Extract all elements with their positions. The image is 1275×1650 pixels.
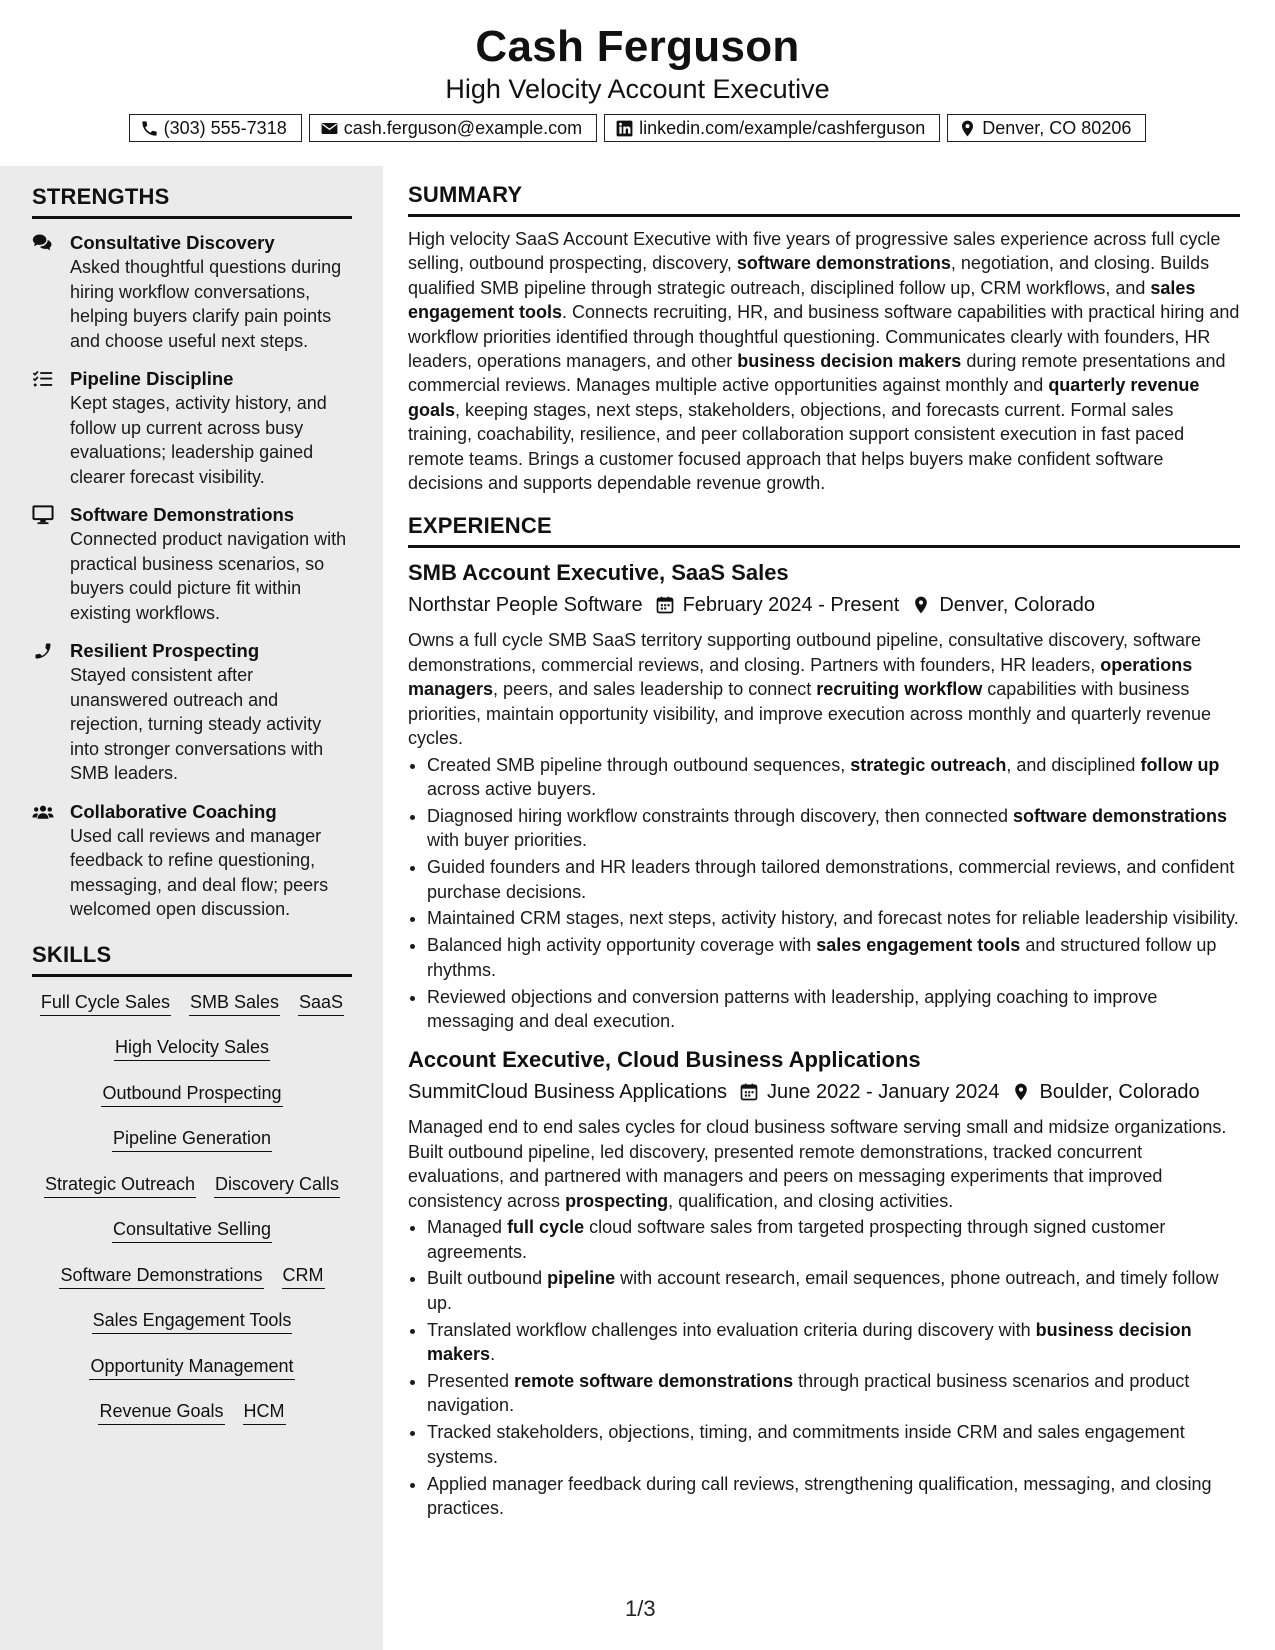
skill-tag: HCM: [243, 1398, 286, 1425]
text-run: across active buyers.: [427, 778, 597, 799]
keyword-bold: operations managers: [408, 654, 1193, 700]
linkedin-text: linkedin.com/example/cashferguson: [639, 117, 926, 138]
text-run: Guided founders and HR leaders through tailored demonstrations, commercial reviews, and confident purchase decisions.: [427, 857, 1235, 902]
keyword-bold: prospecting: [565, 1190, 669, 1211]
contact-location[interactable]: [947, 114, 1146, 142]
summary-text: [408, 227, 1240, 495]
keyword-bold: strategic outreach: [850, 754, 1007, 775]
strength-desc: Used call reviews and manager feedback to refine questioning, messaging, and deal flow; peers welcomed open discussion.: [70, 825, 329, 919]
text-run: , and disciplined: [1006, 754, 1141, 775]
keyword-bold: sales engagement tools: [408, 277, 1196, 323]
text-run: Maintained CRM stages, next steps, activity history, and forecast notes for reliable leadership visibility.: [427, 908, 1239, 929]
job-summary: [408, 1115, 1240, 1213]
strength-desc: Kept stages, activity history, and follow up current across busy evaluations; leadership gained clearer forecast visibility.: [70, 393, 327, 487]
keyword-bold: business decision makers: [427, 1319, 1192, 1365]
strength-item: [32, 367, 352, 489]
contact-phone[interactable]: [129, 114, 302, 142]
calendar-icon: [655, 595, 675, 615]
job-summary: [408, 628, 1240, 750]
text-run: , peers, and sales leadership to connect: [493, 679, 817, 700]
skill-row: [32, 1125, 352, 1171]
strength-title: Resilient Prospecting: [70, 640, 260, 661]
text-run: Applied manager feedback during call reviews, strengthening qualification, messaging, and closing practices.: [427, 1473, 1212, 1519]
location-text: Denver, CO 80206: [982, 117, 1132, 138]
skill-row: [32, 1171, 352, 1217]
keyword-bold: software demonstrations: [736, 253, 951, 274]
skill-tag: SMB Sales: [189, 989, 280, 1016]
job-dates: February 2024 - Present: [682, 593, 900, 616]
bullet-item: [427, 1369, 1240, 1418]
bullet-item: [427, 804, 1240, 853]
phone-text: (303) 555-7318: [163, 117, 287, 138]
text-run: during remote presentations and commercial reviews. Manages multiple active opportunities against monthly and: [408, 351, 1226, 396]
job-title: Account Executive, Cloud Business Applications: [408, 1047, 921, 1073]
text-run: Managed: [427, 1217, 508, 1238]
text-run: Translated workflow challenges into evaluation criteria during discovery with: [427, 1319, 1036, 1340]
skill-tag: Opportunity Management: [89, 1353, 294, 1380]
text-run: Tracked stakeholders, objections, timing, and commitments inside CRM and sales engagement systems.: [427, 1422, 1185, 1467]
skill-tag: Outbound Prospecting: [101, 1080, 282, 1107]
strength-title: Software Demonstrations: [70, 504, 295, 525]
skill-tag: Pipeline Generation: [112, 1125, 272, 1152]
map-pin-icon: [911, 595, 931, 615]
skill-tag: SaaS: [298, 989, 344, 1016]
candidate-headline: High Velocity Account Executive: [445, 74, 830, 104]
strength-title: Consultative Discovery: [70, 232, 275, 253]
job-bullets: [408, 753, 1240, 1034]
text-run: Balanced high activity opportunity coverage with: [427, 935, 817, 956]
text-run: Presented: [427, 1371, 515, 1392]
email-text: cash.ferguson@example.com: [343, 117, 583, 138]
text-run: Reviewed objections and conversion patterns with leadership, applying coaching to improve messaging and deal execution.: [427, 986, 1158, 1032]
text-run: through practical business scenarios and product navigation.: [427, 1371, 1190, 1416]
job-company: SummitCloud Business Applications: [408, 1080, 728, 1103]
bullet-item: [427, 1420, 1240, 1469]
text-run: Diagnosed hiring workflow constraints through discovery, then connected: [427, 805, 1013, 826]
strength-item: [32, 503, 352, 625]
bullet-item: [427, 1215, 1240, 1264]
envelope-icon: [320, 119, 339, 138]
bullet-item: [427, 1318, 1240, 1367]
job-meta: [408, 1077, 1240, 1107]
skill-tag: High Velocity Sales: [114, 1034, 270, 1061]
strength-item: [32, 231, 352, 353]
keyword-bold: remote software demonstrations: [514, 1371, 794, 1392]
text-run: , qualification, and closing activities.: [668, 1190, 954, 1211]
skill-row: [32, 1398, 352, 1444]
text-run: Created SMB pipeline through outbound sequences,: [427, 754, 851, 775]
job-company: Northstar People Software: [408, 593, 643, 616]
keyword-bold: quarterly revenue goals: [408, 375, 1200, 420]
skill-tag: Strategic Outreach: [44, 1171, 196, 1198]
skill-row: [32, 1307, 352, 1353]
job-location: Boulder, Colorado: [1039, 1080, 1200, 1103]
linkedin-icon: [615, 119, 634, 138]
text-run: and structured follow up rhythms.: [427, 935, 1217, 980]
job-dates: June 2022 - January 2024: [767, 1080, 1000, 1103]
skill-tag: Sales Engagement Tools: [92, 1307, 293, 1334]
skill-tag: Software Demonstrations: [59, 1262, 263, 1289]
keyword-bold: follow up: [1140, 754, 1220, 775]
strength-item: [32, 639, 352, 786]
skill-tag: CRM: [282, 1262, 325, 1289]
text-run: Owns a full cycle SMB SaaS territory supporting outbound pipeline, consultative discovery, software demonstrations, commercial reviews, and closing. Partners with founders, HR leaders,: [408, 630, 1202, 675]
keyword-bold: business decision makers: [737, 351, 962, 372]
experience-section: [408, 513, 1240, 1520]
map-pin-icon: [958, 119, 977, 138]
contact-email[interactable]: [309, 114, 597, 142]
text-run: with buyer priorities.: [427, 830, 588, 851]
contact-linkedin[interactable]: [604, 114, 940, 142]
keyword-bold: software demonstrations: [1012, 805, 1228, 826]
skill-tag: Revenue Goals: [98, 1398, 224, 1425]
skill-tag: Discovery Calls: [214, 1171, 340, 1198]
sidebar: [0, 166, 383, 1650]
text-run: capabilities with business priorities, maintain opportunity visibility, and improve execution across monthly and quarterly revenue cycles.: [408, 679, 1212, 749]
job-location: Denver, Colorado: [939, 593, 1095, 616]
job-meta: [408, 590, 1240, 620]
keyword-bold: pipeline: [547, 1268, 616, 1289]
keyword-bold: full cycle: [507, 1217, 585, 1238]
calendar-icon: [739, 1082, 759, 1102]
phone-icon: [140, 119, 159, 138]
job-bullets: [408, 1215, 1240, 1520]
strength-item: [32, 800, 352, 922]
skill-tag: Full Cycle Sales: [40, 989, 171, 1016]
skill-tag: Consultative Selling: [112, 1216, 272, 1243]
strength-desc: Stayed consistent after unanswered outreach and rejection, turning steady activity into stronger conversations with SMB leaders.: [70, 665, 324, 783]
job-entry: [408, 558, 1240, 1033]
experience-heading: EXPERIENCE: [408, 513, 1240, 548]
skills-heading: SKILLS: [32, 942, 352, 977]
bullet-item: [427, 933, 1240, 982]
main-content: [408, 182, 1240, 1523]
skill-row: [32, 1353, 352, 1399]
strength-desc: Connected product navigation with practical business scenarios, so buyers could picture fit within existing workflows.: [70, 529, 347, 623]
bullet-item: [427, 1472, 1240, 1521]
bullet-item: [427, 985, 1240, 1034]
text-run: cloud software sales from targeted prospecting through signed customer agreements.: [427, 1217, 1166, 1262]
job-entry: [408, 1045, 1240, 1520]
keyword-bold: sales engagement tools: [816, 935, 1021, 956]
text-run: with account research, email sequences, phone outreach, and timely follow up.: [427, 1268, 1219, 1313]
text-run: , negotiation, and closing. Builds qualified SMB pipeline through strategic outreach, disciplined follow up, CRM workflows, and: [408, 253, 1210, 298]
strength-title: Collaborative Coaching: [70, 800, 277, 822]
text-run: . Connects recruiting, HR, and business software capabilities with practical hiring and workflow priorities identified through thoughtful questioning. Communicates clearly with founders, HR leaders, operations managers, and other: [408, 302, 1240, 372]
skill-row: [32, 1262, 352, 1308]
candidate-name: Cash Ferguson: [475, 22, 800, 71]
bullet-item: [427, 1266, 1240, 1315]
users-icon: [32, 802, 54, 822]
job-title: SMB Account Executive, SaaS Sales: [408, 560, 789, 586]
skill-row: [32, 1080, 352, 1126]
strength-desc: Asked thoughtful questions during hiring workflow conversations, helping buyers clarify pain points and choose useful next steps.: [70, 257, 342, 351]
bullet-item: [427, 753, 1240, 802]
summary-heading: SUMMARY: [408, 182, 1240, 217]
keyword-bold: recruiting workflow: [816, 679, 983, 700]
page-number: 1/3: [625, 1596, 656, 1621]
text-run: High velocity SaaS Account Executive with five years of progressive sales experience across full cycle selling, outbound prospecting, discovery,: [408, 229, 1221, 274]
text-run: Managed end to end sales cycles for cloud business software serving small and midsize organizations. Built outbound pipeline, led discovery, presented remote demonstrations, tracked concurrent evaluations, and partnered with managers and peers on messaging experiments that improved consistency across: [408, 1117, 1227, 1211]
skill-row: [32, 989, 352, 1035]
list-check-icon: [32, 369, 54, 389]
bullet-item: [427, 855, 1240, 904]
bullet-item: [427, 906, 1240, 930]
text-run: , keeping stages, next steps, stakeholders, objections, and forecasts current. Formal sales training, coachability, resilience, and peer collaboration support consistent execution in fast paced remote teams. Brings a customer focused approach that helps buyers make confident software decisions and supports dependable revenue growth.: [408, 399, 1185, 494]
text-run: .: [490, 1344, 496, 1365]
skill-row: [32, 1034, 352, 1080]
strength-title: Pipeline Discipline: [70, 368, 234, 389]
phone-icon: [32, 641, 54, 661]
strengths-heading: STRENGTHS: [32, 184, 352, 219]
resume-header: [0, 0, 1275, 166]
text-run: Built outbound: [427, 1268, 548, 1289]
comments-icon: [32, 233, 54, 253]
map-pin-icon: [1011, 1082, 1031, 1102]
contact-bar: [0, 114, 1275, 142]
skills-list: [32, 989, 352, 1444]
monitor-icon: [32, 505, 54, 525]
skill-row: [32, 1216, 352, 1262]
